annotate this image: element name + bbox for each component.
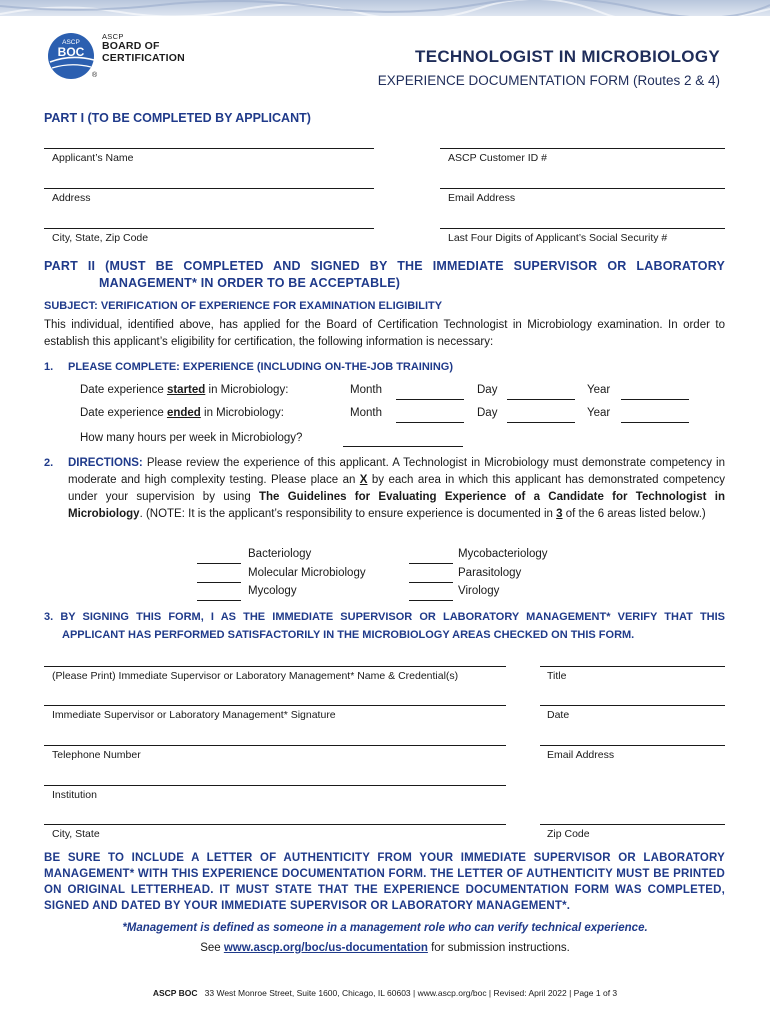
logo-line-certification: CERTIFICATION — [102, 51, 185, 64]
footer-details: 33 West Monroe Street, Suite 1600, Chicago, IL 60603 | www.ascp.org/boc | Revised: April 2022 | Page 1 of 3 — [204, 988, 618, 998]
institution-line[interactable] — [44, 785, 506, 786]
page-footer — [0, 988, 770, 998]
checkbox-mycology[interactable] — [197, 600, 241, 601]
date-line[interactable] — [540, 705, 725, 706]
checkbox-molecular-microbiology[interactable] — [197, 582, 241, 583]
registered-mark: ® — [92, 72, 98, 79]
three-areas: 3 — [556, 508, 563, 520]
hours-per-week-label: How many hours per week in Microbiology? — [80, 432, 303, 444]
emblem-text-ascp: ASCP — [62, 39, 80, 46]
start-day-label: Day — [477, 384, 498, 396]
end-year-field[interactable] — [621, 422, 689, 423]
subject-line: SUBJECT: VERIFICATION OF EXPERIENCE FOR EXAMINATION ELIGIBILITY — [44, 300, 443, 312]
customer-id-line[interactable] — [440, 148, 725, 149]
area-bacteriology: Bacteriology — [248, 548, 312, 560]
x-mark: X — [359, 474, 368, 486]
signature-line[interactable] — [44, 705, 506, 706]
directions-paragraph: DIRECTIONS: Please review the experience of this applicant. A Technologist in Microbiology must demonstrate competency in moderate and high complexity testing. Please place an X by each area in which this applicant has demonstrated competency under your supervision by using The Guidelines for Evaluating Experience of a Candidate for Technologist in Microbiology. (NOTE: It is the applicant’s responsibility to ensure experience is documented in 3 of the 6 areas listed below.) — [68, 457, 726, 520]
ssn-last4-line[interactable] — [440, 228, 725, 229]
city-state-line[interactable] — [44, 824, 506, 825]
section3-heading-line1: 3. BY SIGNING THIS FORM, I AS THE IMMEDIATE SUPERVISOR OR LABORATORY MANAGEMENT* VERIFY THAT THIS — [44, 611, 725, 623]
city-state-label: City, State — [52, 828, 100, 840]
area-mycobacteriology: Mycobacteriology — [458, 548, 548, 560]
authenticity-notice: BE SURE TO INCLUDE A LETTER OF AUTHENTICITY FROM YOUR IMMEDIATE SUPERVISOR OR LABORATORY MANAGEMENT* WITH THIS EXPERIENCE DOCUMENTATION FORM. THE LETTER OF AUTHENTICITY MUST BE PRINTED ON ORIGINAL LETTERHEAD. IT MUST STATE THAT THE EXPERIENCE DOCUMENTATION FORM WAS COMPLETED, SIGNED AND DATED BY YOUR IMMEDIATE SUPERVISOR OR LABORATORY MANAGEMENT*. — [44, 852, 725, 912]
section2-number: 2. — [44, 457, 54, 469]
date-ended-label: Date experience ended in Microbiology: — [80, 407, 284, 419]
date-label: Date — [547, 709, 570, 721]
section3-heading-line2: APPLICANT HAS PERFORMED SATISFACTORILY IN THE MICROBIOLOGY AREAS CHECKED ON THIS FORM. — [62, 629, 635, 641]
part2-heading-line2: MANAGEMENT* IN ORDER TO BE ACCEPTABLE) — [99, 276, 401, 290]
logo-wordmark — [102, 32, 185, 64]
guidelines-title: The Guidelines for Evaluating Experience of a Candidate for Technologist in Microbiology — [68, 491, 725, 520]
city-state-zip-label: City, State, Zip Code — [52, 232, 149, 244]
page-subtitle: EXPERIENCE DOCUMENTATION FORM (Routes 2 & 4) — [377, 73, 720, 88]
hours-per-week-field[interactable] — [343, 446, 463, 447]
emblem-text-boc: BOC — [57, 45, 85, 59]
started-word: started — [166, 384, 206, 396]
documentation-link[interactable]: www.ascp.org/boc/us-documentation — [223, 942, 428, 954]
address-label: Address — [52, 192, 91, 204]
directions-label: DIRECTIONS: — [68, 457, 143, 469]
supervisor-name-line[interactable] — [44, 666, 506, 667]
checkbox-bacteriology[interactable] — [197, 563, 241, 564]
email-line[interactable] — [440, 188, 725, 189]
checkbox-virology[interactable] — [409, 600, 453, 601]
end-month-label: Month — [350, 407, 382, 419]
start-month-label: Month — [350, 384, 382, 396]
section1-heading: PLEASE COMPLETE: EXPERIENCE (INCLUDING ON-THE-JOB TRAINING) — [68, 361, 454, 373]
city-state-zip-line[interactable] — [44, 228, 374, 229]
start-year-field[interactable] — [621, 399, 689, 400]
end-month-field[interactable] — [396, 422, 464, 423]
title-label: Title — [547, 670, 567, 682]
area-virology: Virology — [458, 585, 500, 597]
start-year-label: Year — [587, 384, 611, 396]
ssn-last4-label: Last Four Digits of Applicant’s Social Security # — [448, 232, 668, 244]
supervisor-email-line[interactable] — [540, 745, 725, 746]
end-day-field[interactable] — [507, 422, 575, 423]
zip-label: Zip Code — [547, 828, 590, 840]
intro-paragraph: This individual, identified above, has applied for the Board of Certification Technologist in Microbiology examination. In order to establish this applicant’s eligibility for certification, the following information is necessary: — [44, 319, 725, 348]
email-label: Email Address — [448, 192, 516, 204]
banner-pattern — [0, 0, 770, 16]
checkbox-parasitology[interactable] — [409, 582, 453, 583]
institution-label: Institution — [52, 789, 97, 801]
part1-heading: PART I (TO BE COMPLETED BY APPLICANT) — [44, 111, 311, 125]
address-line[interactable] — [44, 188, 374, 189]
applicant-name-label: Applicant’s Name — [52, 152, 134, 164]
area-mycology: Mycology — [248, 585, 297, 597]
part2-heading-line1: PART II (MUST BE COMPLETED AND SIGNED BY THE IMMEDIATE SUPERVISOR OR LABORATORY — [44, 259, 725, 273]
telephone-label: Telephone Number — [52, 749, 141, 761]
start-day-field[interactable] — [507, 399, 575, 400]
signature-label: Immediate Supervisor or Laboratory Management* Signature — [52, 709, 336, 721]
ascp-boc-logo — [44, 32, 204, 80]
area-parasitology: Parasitology — [458, 567, 522, 579]
logo-line-ascp: ASCP — [102, 32, 124, 41]
applicant-name-line[interactable] — [44, 148, 374, 149]
telephone-line[interactable] — [44, 745, 506, 746]
supervisor-email-label: Email Address — [547, 749, 615, 761]
zip-line[interactable] — [540, 824, 725, 825]
customer-id-label: ASCP Customer ID # — [448, 152, 548, 164]
area-molecular-microbiology: Molecular Microbiology — [248, 567, 366, 579]
footer-org: ASCP BOC — [152, 988, 198, 998]
section1-number: 1. — [44, 361, 54, 373]
title-line[interactable] — [540, 666, 725, 667]
management-definition: *Management is defined as someone in a management role who can verify technical experience. — [122, 922, 648, 934]
checkbox-mycobacteriology[interactable] — [409, 563, 453, 564]
start-month-field[interactable] — [396, 399, 464, 400]
ended-word: ended — [166, 407, 201, 419]
end-day-label: Day — [477, 407, 498, 419]
supervisor-name-label: (Please Print) Immediate Supervisor or Laboratory Management* Name & Credential(s) — [52, 670, 459, 682]
end-year-label: Year — [587, 407, 611, 419]
header-banner — [0, 0, 770, 16]
date-started-label: Date experience started in Microbiology: — [80, 384, 289, 396]
page-title: TECHNOLOGIST IN MICROBIOLOGY — [415, 47, 720, 66]
submission-instructions: See www.ascp.org/boc/us-documentation for submission instructions. — [200, 942, 570, 954]
logo-line-board: BOARD OF — [102, 40, 160, 52]
